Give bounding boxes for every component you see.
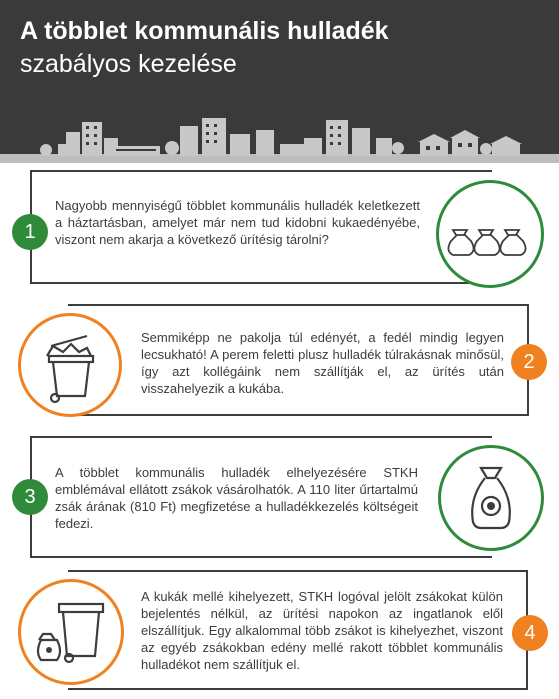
header-banner [0,0,559,163]
step-4-icon-ring [18,579,124,685]
city-skyline-illustration [0,108,559,163]
step-4-text: A kukák mellé kihelyezett, STKH logóval jelölt zsákokat külön bejelentés nélkül, az ürítési napokon az ingatlanok elől elszállítjuk. Egy alkalommal több zsákot is kihelyezhet, viszont az egyéb zsákokban edény mellé rakott többlet kommunális hulladékot nem szállítjuk el. [141,589,503,672]
step-1-icon-ring [436,180,544,288]
step-3-text: A többlet kommunális hulladék elhelyezésére STKH emblémával ellátott zsákok vásárolhatók. A 110 liter űrtartalmú zsák árának (810 Ft) megfizetése a hulladékkezelés költségeit fedezi. [55,465,418,531]
step-4-number-badge: 4 [512,615,548,651]
stkh-bag-icon [441,448,541,548]
step-2-number-badge: 2 [511,344,547,380]
bin-with-bag-icon [21,582,121,682]
overfilled-bin-icon [21,316,119,414]
step-2-text: Semmiképp ne pakolja túl edényét, a fedél mindig legyen lecsukható! A perem feletti plusz hulladék túlrakásnak minősül, így azt kollégáink nem szállítják el, az ürítés után visszahelyezik a kukába. [141,330,504,396]
three-trash-bags-icon [439,183,541,285]
page-title: A többlet kommunális hulladék [20,17,389,45]
step-3-number-badge: 3 [12,479,48,515]
step-1-number-badge: 1 [12,214,48,250]
step-2-icon-ring [18,313,122,417]
step-3-icon-ring [438,445,544,551]
step-1-text: Nagyobb mennyiségű többlet kommunális hulladék keletkezett a háztartásban, amelyet már nem tud kidobni kukaedényébe, viszont nem akarja a következő ürítésig tárolni? [55,198,420,247]
page-subtitle: szabályos kezelése [20,50,237,78]
